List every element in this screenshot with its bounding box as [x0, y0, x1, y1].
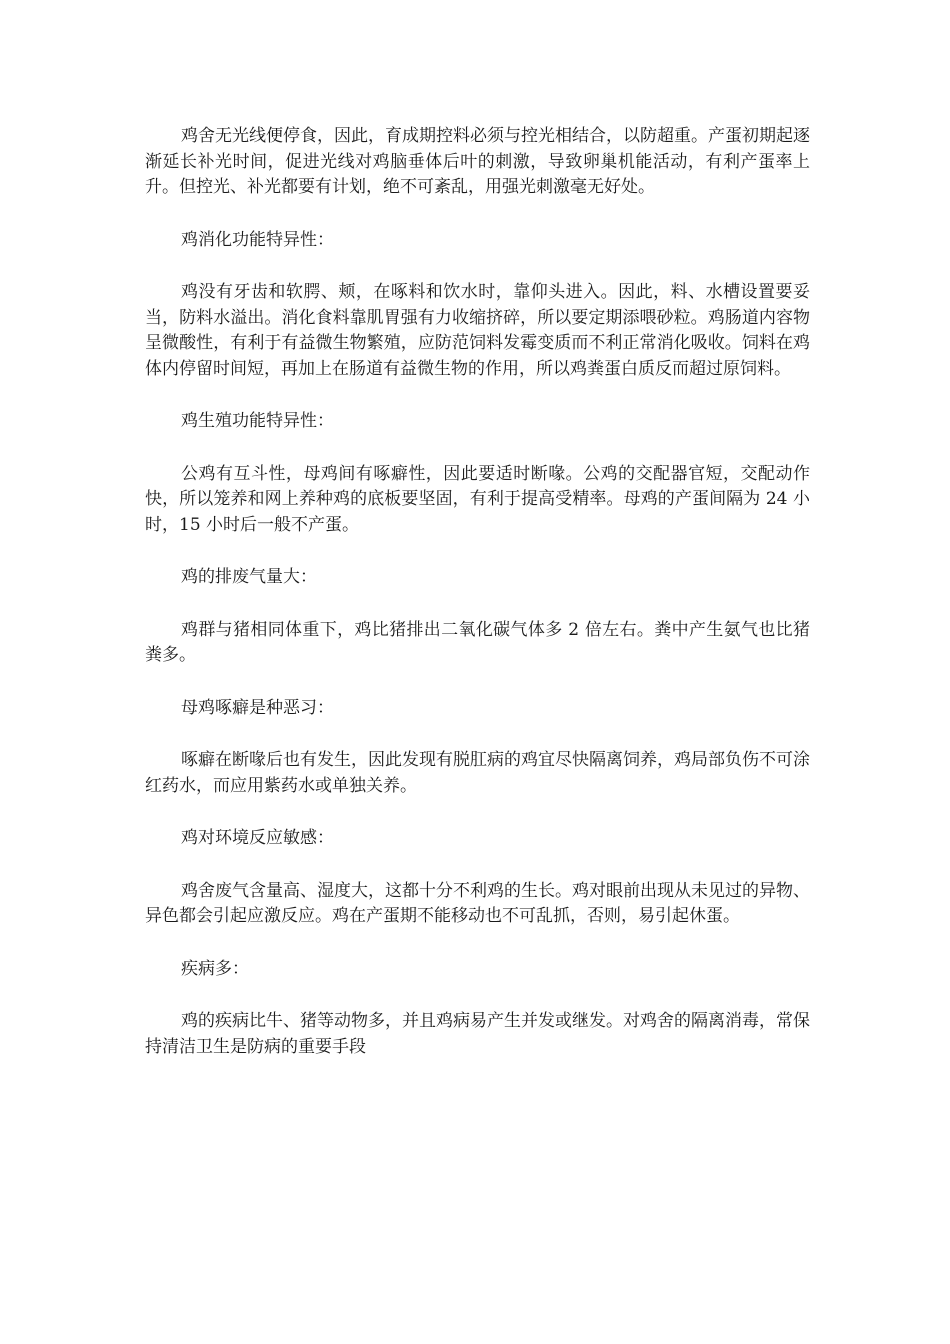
- paragraph-disease: 鸡的疾病比牛、猪等动物多，并且鸡病易产生并发或继发。对鸡舍的隔离消毒，常保持清洁卫生是防病的重要手段: [145, 1011, 810, 1057]
- heading-exhaust: 鸡的排废气量大：: [181, 567, 317, 587]
- heading-digestion: 鸡消化功能特异性：: [181, 229, 334, 250]
- paragraph-digestion: 鸡没有牙齿和软腭、颊，在啄料和饮水时，靠仰头进入。因此，料、水槽设置要妥当，防料水溢出。消化食料靠肌胃强有力收缩挤碎，所以要定期添喂砂粒。鸡肠道内容物呈微酸性，有利于有益微生物繁殖，应防范饲料发霉变质而不利正常消化吸收。饲料在鸡体内停留时间短，再加上在肠道有益微生物的作用，所以鸡粪蛋白质反而超过原饲料。: [145, 282, 810, 379]
- paragraph-reproduction: 公鸡有互斗性，母鸡间有啄癖性，因此要适时断喙。公鸡的交配器官短，交配动作快，所以笼养和网上养种鸡的底板要坚固，有利于提高受精率。母鸡的产蛋间隔为 24 小时，15 小时后一般不产蛋。: [145, 463, 810, 535]
- paragraph-exhaust: 鸡群与猪相同体重下，鸡比猪排出二氧化碳气体多 2 倍左右。粪中产生氨气也比猪粪多。: [145, 619, 810, 665]
- heading-pecking: 母鸡啄癖是种恶习：: [181, 697, 334, 718]
- paragraph-light-control: 鸡舍无光线便停食，因此，育成期控料必须与控光相结合，以防超重。产蛋初期起逐渐延长补光时间，促进光线对鸡脑垂体后叶的刺激，导致卵巢机能活动，有利产蛋率上升。但控光、补光都要有计划，绝不可紊乱，用强光刺激毫无好处。: [145, 126, 810, 197]
- heading-disease: 疾病多：: [181, 958, 249, 979]
- paragraph-pecking: 啄癖在断喙后也有发生，因此发现有脱肛病的鸡宜尽快隔离饲养，鸡局部负伤不可涂红药水，而应用紫药水或单独关养。: [145, 750, 810, 796]
- heading-environment: 鸡对环境反应敏感：: [181, 828, 334, 848]
- document-page: [145, 124, 810, 1087]
- heading-reproduction: 鸡生殖功能特异性：: [181, 411, 334, 431]
- paragraph-environment: 鸡舍废气含量高、湿度大，这都十分不利鸡的生长。鸡对眼前出现从未见过的异物、异色都会引起应激反应。鸡在产蛋期不能移动也不可乱抓，否则，易引起休蛋。: [145, 880, 810, 926]
